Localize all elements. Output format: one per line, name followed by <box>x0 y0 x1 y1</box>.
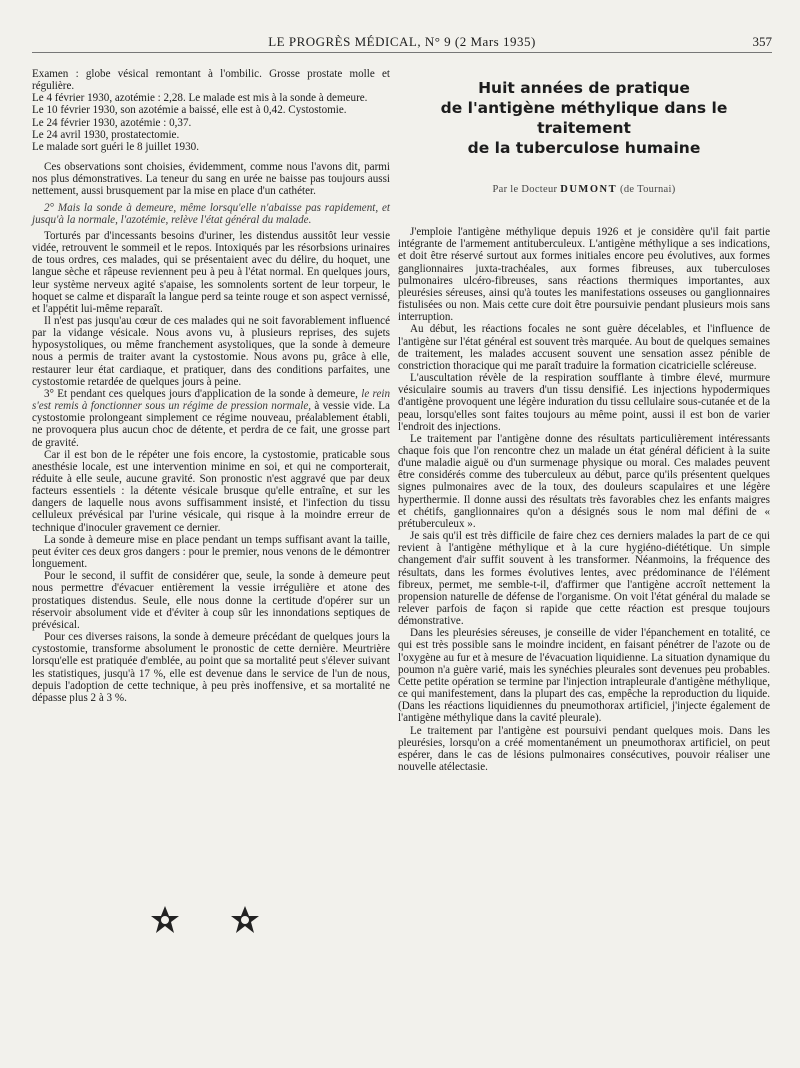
body-paragraph: La sonde à demeure mise en place pendant un temps suffisant avant la taille, peut éviter ces deux gros dangers : pour le premier, nous venons de le démontrer longuement. <box>32 533 390 571</box>
body-paragraph: Pour le second, il suffit de considérer que, seule, la sonde à demeure peut nous permettre d'évacuer entièrement la vessie irrégulière et atone des prostatiques distendus. Seule, elle nous donne la certitude d'opérer sur un réservoir absolument vide et d'éviter à coup sûr les innondations septiques de prévésical. <box>32 570 390 631</box>
body-paragraph: Car il est bon de le répéter une fois encore, la cystostomie, praticable sous anesthésie locale, est une intervention minime en soi, et qui ne comporterait, réduite à elle seule, aucune gravité. Son pronostic n'est aggravé que par deux facteurs essentiels : la détente vésicale brusque qu'elle entraîne, et sur les dangers de laquelle nous avons suffisamment insisté, et l'infection du tissu celluleux prévésical par l'urine vésicale, qui risque à la moindre erreur de technique d'inoculer gravement ce dernier. <box>32 448 390 534</box>
byline-prefix: Par le Docteur <box>492 184 558 195</box>
body-paragraph: Au début, les réactions focales ne sont guère décelables, et l'influence de l'antigène sur l'état général est souvent très marquée. Au bout de quelques semaines de traitement, les malades accusent souvent une sensation assez pénible de constriction thoracique qui me paraît traduire la formation cicatricielle scléreuse. <box>398 323 770 372</box>
body-paragraph: Torturés par d'incessants besoins d'uriner, les distendus aussitôt leur vessie vidée, retrouvent le sommeil et le repos. Intoxiqués par les résorbsions urinaires de tous ordres, ces malades, qui se présentaient avec du délire, du hoquet, une langue sèche et râpeuse reviennent peu à peu à l'état normal. En quelques jours, leur système nerveux agité s'apaise, les somnolents sortent de leur torpeur, le hoquet se calme et disparaît la langue perd sa teinte rouge et son aspect vernissé, et l'appétit lui-même reparaît. <box>32 229 390 315</box>
article-title-line: de l'antigène méthylique dans le traitement <box>440 99 728 137</box>
case-line: Le 24 avril 1930, prostatectomie. <box>32 128 180 141</box>
ornament-star-icon <box>150 905 180 935</box>
author-name: DUMONT <box>560 184 618 195</box>
article-title-line: de la tuberculose humaine <box>467 139 701 157</box>
body-paragraph: Pour ces diverses raisons, la sonde à demeure précédant de quelques jours la cystostomie, transforme absolument le pronostic de cette dernière. Meurtrière lorsqu'elle est pratiquée d'emblée, au point que sa mortalité peut s'élever suivant les statistiques, jusqu'à 17 %, elle est devenue dans le service de l'un de nous, depuis l'adoption de cette technique, à peu près inoffensive, et sa mortalité ne dépasse plus 2 à 3 %. <box>32 631 390 704</box>
case-line: Le 4 février 1930, azotémie : 2,28. Le malade est mis à la sonde à demeure. <box>32 92 368 105</box>
case-line: Le 10 février 1930, son azotémie a baissé, elle est à 0,42. Cystostomie. <box>32 104 347 117</box>
paragraph-text: 3° Et pendant ces quelques jours d'application de la sonde à demeure, <box>44 387 358 400</box>
section-heading-italic: 2° Mais la sonde à demeure, même lorsqu'elle n'abaisse pas rapidement, et jusqu'à la normale, l'azotémie, relève l'état général du malade. <box>32 201 390 226</box>
left-column <box>32 68 390 704</box>
body-paragraph <box>32 388 390 449</box>
paragraph-text: à vessie vide. La cystostomie prolongeant simplement ce régime nouveau, préalablement établi, ne provoquera plus aucun choc de détente, et perdra de ce fait, une grosse part de gravité. <box>32 400 390 449</box>
journal-header-title: LE PROGRÈS MÉDICAL, N° 9 (2 Mars 1935) <box>268 34 536 49</box>
body-paragraph: Il n'est pas jusqu'au cœur de ces malades qui ne soit favorablement influencé par la vidange vésicale. Nous avons vu, à plusieurs reprises, des sujets hyposystoliques, ou même franchement asystoliques, que la sonde à demeure nous a permis de traiter avant la cystostomie. Nous avons pu, grâce à elle, restaurer leur état cardiaque, et pratiquer, dans des conditions parfaites, une cystostomie retardée de quelques jours à peine. <box>32 314 390 388</box>
right-column <box>398 78 770 773</box>
body-paragraph: Dans les pleurésies séreuses, je conseille de vider l'épanchement en totalité, ce qui est très possible sans le moindre incident, en faisant pénétrer de l'azote ou de l'oxygène au fur et à mesure de l'évacuation liquidienne. La situation dynamique du poumon n'a guère varié, mais les synéchies pleurales sont devenues peu probables. Cette petite opération se termine par l'injection intrapleurale d'antigène méthylique, ce qui manifestement, dans la plupart des cas, empêche la reproduction du liquide. (Dans les réactions liquidiennes du pneumothorax artificiel, j'injecte également de l'antigène méthylique dans la cavité pleurale). <box>398 627 770 725</box>
section-end-ornaments <box>150 905 260 935</box>
italic-phrase: le rein s'est remis à fonctionner sous un régime de pression normale, <box>32 387 390 413</box>
body-paragraph: L'auscultation révèle de la respiration soufflante à timbre élevé, murmure vésiculaire soumis au travers d'un tissu densifié. Les injections hypodermiques d'antigène provoquent une légère induration du tissu cellulaire sous-cutanée et de la peau, lorsqu'elles sont faites toujours au même point, aussi il est bon de varier l'endroit des injections. <box>398 372 770 433</box>
running-header <box>32 34 772 53</box>
author-byline <box>398 184 770 196</box>
body-paragraph: J'emploie l'antigène méthylique depuis 1926 et je considère qu'il fait partie intégrante de l'armement antituberculeux. L'antigène méthylique a ses indications, et doit être réservé surtout aux formes initiales encore peu évolutives, aux formes ganglionnaires juxta-trachéales, aux formes fibreuses, aux tuberculoses pulmonaires ulcéro-fibreuses, sans réactions thermiques importantes, aux pleurésies séreuses, ainsi qu'à toutes les manifestations osseuses ou ganglionnaires fistulisées ou non. Mais cette cure doit être poursuivie pendant plusieurs mois sans interruption. <box>398 226 770 324</box>
ornament-star-icon <box>230 905 260 935</box>
body-paragraph: Je sais qu'il est très difficile de faire chez ces derniers malades la part de ce qui revient à l'antigène méthylique et à la cure hygiéno-diététique. Un simple changement d'air suffit souvent à les transformer. Néanmoins, la fréquence des résultats, dans les formes évolutives lentes, avec prédominance de l'élément fibreux, permet, me semble-t-il, d'affirmer que l'antigène accroît nettement la propension naturelle de défense de l'organisme. On voit l'état général du malade se relever parfois de façon si rapide que cette réaction est presque toujours démonstrative. <box>398 530 770 628</box>
byline-suffix: (de Tournai) <box>620 184 676 195</box>
case-line: Le 24 février 1930, azotémie : 0,37. <box>32 116 192 129</box>
page-number: 357 <box>752 34 772 49</box>
article-title-line: Huit années de pratique <box>478 79 690 97</box>
body-paragraph: Le traitement par l'antigène est poursuivi pendant quelques mois. Dans les pleurésies, lorsqu'on a créé momentanément un pneumothorax artificiel, on peut espérer, dans le cas de lésions pulmonaires consécutives, pouvoir réaliser une nouvelle atélectasie. <box>398 724 770 774</box>
body-paragraph: Ces observations sont choisies, évidemment, comme nous l'avons dit, parmi nos plus démonstratives. La teneur du sang en urée ne baisse pas toujours aussi nettement, aussi brusquement par la mise en place d'un cathéter. <box>32 161 390 198</box>
case-line: Le malade sort guéri le 8 juillet 1930. <box>32 140 199 153</box>
body-paragraph: Le traitement par l'antigène donne des résultats particulièrement intéressants chaque fois que l'on rencontre chez un malade un état général déficient à la suite d'une maladie aiguë ou d'un surmenage physique ou moral. Ces malades peuvent être considérés comme des tuberculeux au début, parce qu'ils présentent quelques signes pulmonaires avec de la toux, des douleurs scapulaires et une légère hyperthermie. Il donne aussi des résultats très favorables chez les enfants maigres et chétifs, ganglionnaires qu'on a désignés sous le nom mal défini de « prétuberculeux ». <box>398 432 770 530</box>
case-line: Examen : globe vésical remontant à l'ombilic. Grosse prostate molle et régulière. <box>32 68 390 93</box>
